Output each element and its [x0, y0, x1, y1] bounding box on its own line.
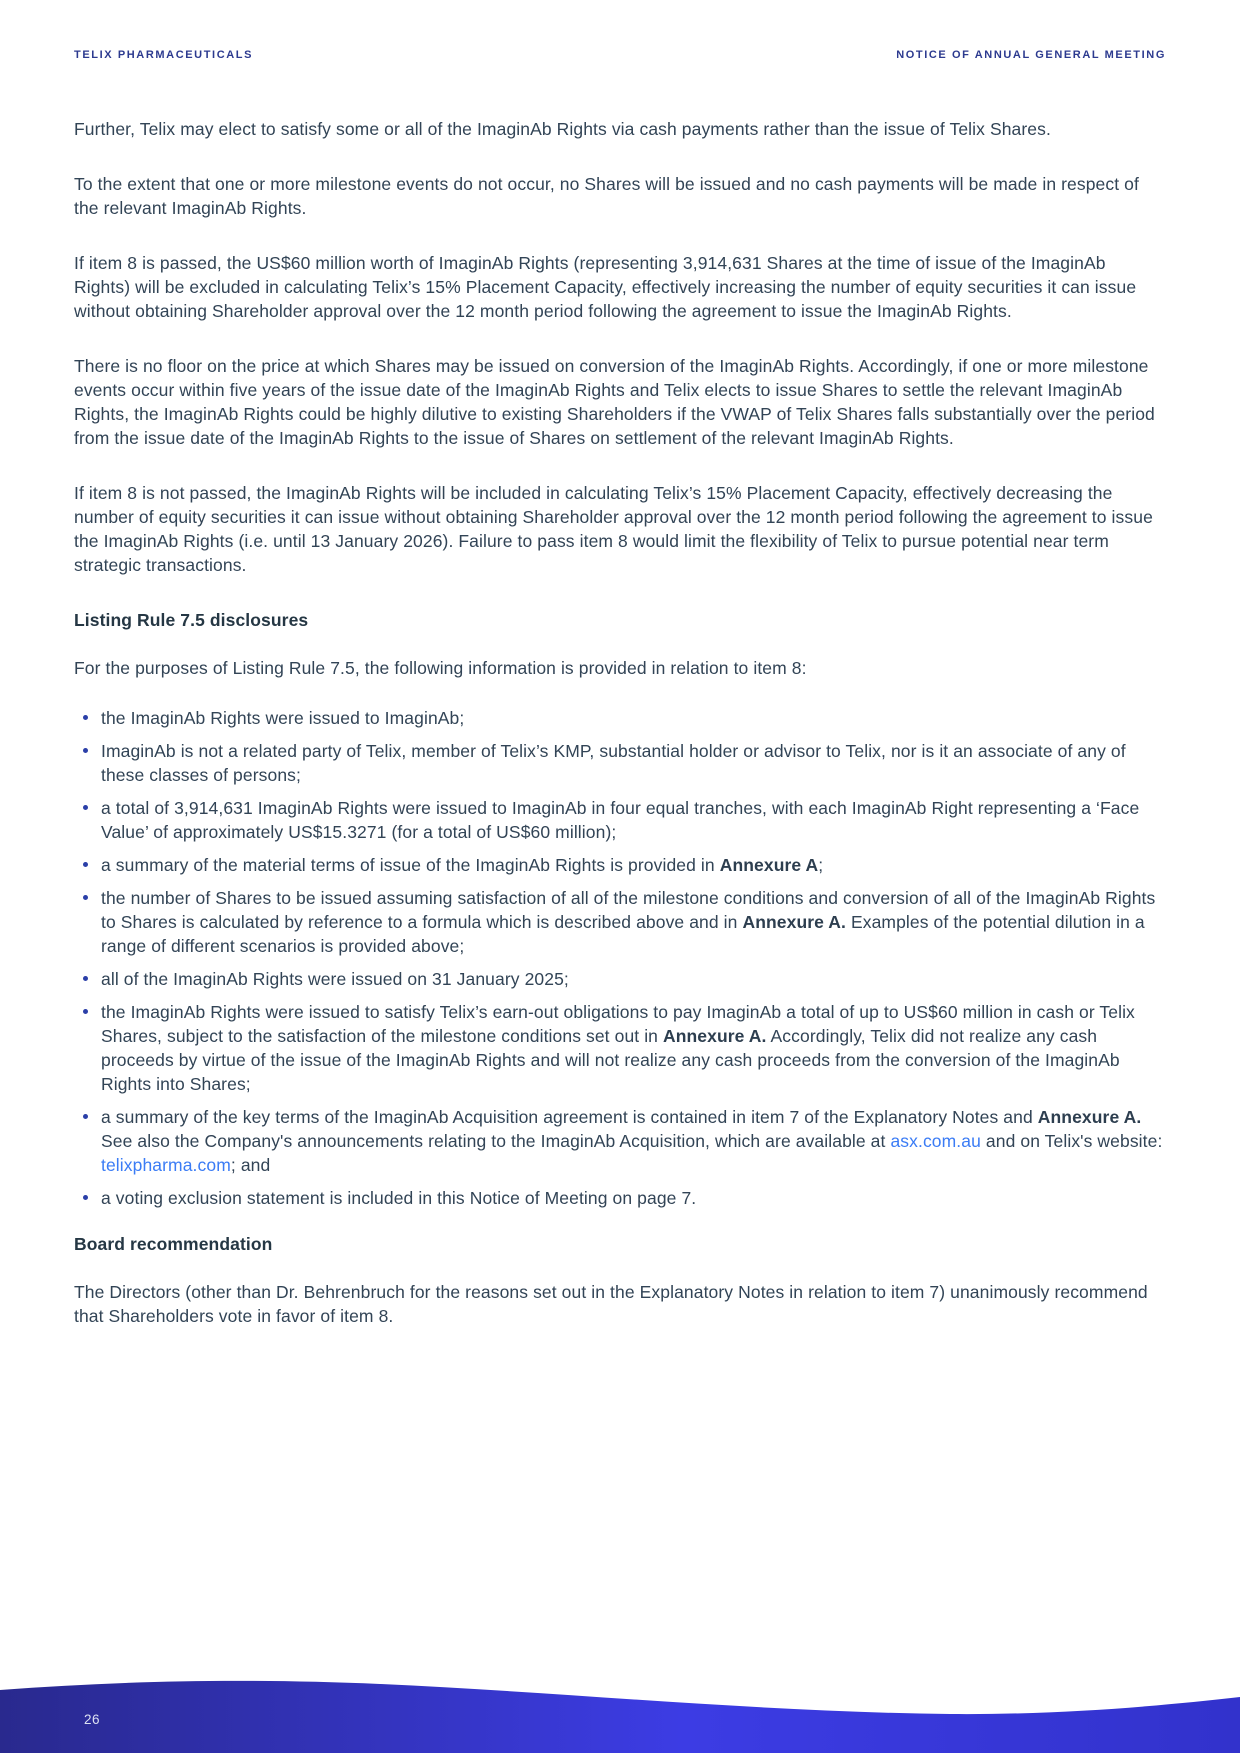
footer-wave-graphic — [0, 1678, 1240, 1753]
list-item — [74, 1105, 1166, 1177]
header-document-title: NOTICE OF ANNUAL GENERAL MEETING — [896, 49, 1166, 61]
list-item — [74, 706, 1166, 730]
section-heading-listing-rule: Listing Rule 7.5 disclosures — [74, 610, 309, 630]
list-item-text: Examples of the potential dilution in a range of different scenarios is provided above; — [101, 912, 1145, 956]
list-item-text: ImaginAb is not a related party of Telix, member of Telix’s KMP, substantial holder or advisor to Telix, nor is it an associate of any of these classes of persons; — [101, 741, 1126, 785]
bold-annexure-reference: Annexure A. — [742, 912, 846, 932]
bold-annexure-reference: Annexure A — [719, 855, 819, 875]
page-header — [74, 49, 1166, 61]
list-item-text: and on Telix's website: — [980, 1131, 1163, 1151]
list-item — [74, 1186, 1166, 1210]
list-item — [74, 886, 1166, 958]
paragraph-item8-not-passed: If item 8 is not passed, the ImaginAb Rights will be included in calculating Telix’s 15% Placement Capacity, effectively decreasing the number of equity securities it can issue without obtaining Shareholder approval over the 12 month period following the agreement to issue the ImaginAb Rights (i.e. until 13 January 2026). Failure to pass item 8 would limit the flexibility of Telix to pursue potential near term strategic transactions. — [74, 483, 1153, 575]
disclosure-list — [74, 706, 1166, 1210]
list-item-text: Accordingly, Telix did not realize any cash proceeds by virtue of the issue of the ImaginAb Rights and will not realize any cash proceeds from the conversion of the ImaginAb Rights into Shares; — [101, 1026, 1120, 1094]
paragraph-cash-satisfaction: Further, Telix may elect to satisfy some or all of the ImaginAb Rights via cash payments rather than the issue of Telix Shares. — [74, 119, 1051, 139]
list-item-text: ; — [818, 855, 824, 875]
list-item-text: See also the Company's announcements relating to the ImaginAb Acquisition, which are available at — [101, 1131, 891, 1151]
paragraph-board-recommendation: The Directors (other than Dr. Behrenbruch for the reasons set out in the Explanatory Notes in relation to item 7) unanimously recommend that Shareholders vote in favor of item 8. — [74, 1282, 1148, 1326]
inline-link-asx-com-au[interactable]: asx.com.au — [890, 1131, 981, 1151]
bold-annexure-reference: Annexure A. — [1037, 1107, 1142, 1127]
section-heading-board-recommendation: Board recommendation — [74, 1234, 273, 1254]
page-number: 26 — [84, 1712, 101, 1727]
paragraph-milestone-events: To the extent that one or more milestone events do not occur, no Shares will be issued and no cash payments will be made in respect of the relevant ImaginAb Rights. — [74, 174, 1139, 218]
list-item-text: a summary of the key terms of the ImaginAb Acquisition agreement is contained in item 7 of the Explanatory Notes and — [101, 1107, 1038, 1127]
list-item-text: a voting exclusion statement is included in this Notice of Meeting on page 7. — [101, 1188, 697, 1208]
list-item-text: a total of 3,914,631 ImaginAb Rights were issued to ImaginAb in four equal tranches, with each ImaginAb Right representing a ‘Face Value’ of approximately US$15.3271 (for a total of US$60 million); — [101, 798, 1140, 842]
list-item — [74, 967, 1166, 991]
page-content — [74, 117, 1166, 1359]
header-company-name: TELIX PHARMACEUTICALS — [74, 49, 254, 61]
list-item-text: all of the ImaginAb Rights were issued on 31 January 2025; — [101, 969, 569, 989]
list-item-text: the ImaginAb Rights were issued to satisfy Telix’s earn-out obligations to pay ImaginAb a total of up to US$60 million in cash or Telix Shares, subject to the satisfaction of the milestone conditions set out in — [101, 1002, 1135, 1046]
list-item-text: the number of Shares to be issued assuming satisfaction of all of the milestone conditions and conversion of all of the ImaginAb Rights to Shares is calculated by reference to a formula which is described above and in — [101, 888, 1156, 932]
list-item — [74, 1000, 1166, 1096]
bold-annexure-reference: Annexure A. — [662, 1026, 767, 1046]
list-item — [74, 796, 1166, 844]
inline-link-telixpharma-com[interactable]: telixpharma.com — [101, 1155, 231, 1175]
paragraph-item8-passed: If item 8 is passed, the US$60 million worth of ImaginAb Rights (representing 3,914,631 Shares at the time of issue of the ImaginAb Rights) will be excluded in calculating Telix’s 15% Placement Capacity, effectively increasing the number of equity securities it can issue without obtaining Shareholder approval over the 12 month period following the agreement to issue the ImaginAb Rights. — [74, 253, 1137, 321]
list-item-text: the ImaginAb Rights were issued to ImaginAb; — [101, 708, 465, 728]
list-item — [74, 853, 1166, 877]
paragraph-no-floor-price: There is no floor on the price at which Shares may be issued on conversion of the ImaginAb Rights. Accordingly, if one or more milestone events occur within five years of the issue date of the ImaginAb Rights and Telix elects to issue Shares to settle the relevant ImaginAb Rights, the ImaginAb Rights could be highly dilutive to existing Shareholders if the VWAP of Telix Shares falls substantially over the period from the issue date of the ImaginAb Rights to the issue of Shares on settlement of the relevant ImaginAb Rights. — [74, 356, 1155, 448]
list-item-text: a summary of the material terms of issue of the ImaginAb Rights is provided in — [101, 855, 720, 875]
list-item-text: ; and — [230, 1155, 271, 1175]
paragraph-listing-rule-intro: For the purposes of Listing Rule 7.5, the following information is provided in relation to item 8: — [74, 658, 807, 678]
list-item — [74, 739, 1166, 787]
